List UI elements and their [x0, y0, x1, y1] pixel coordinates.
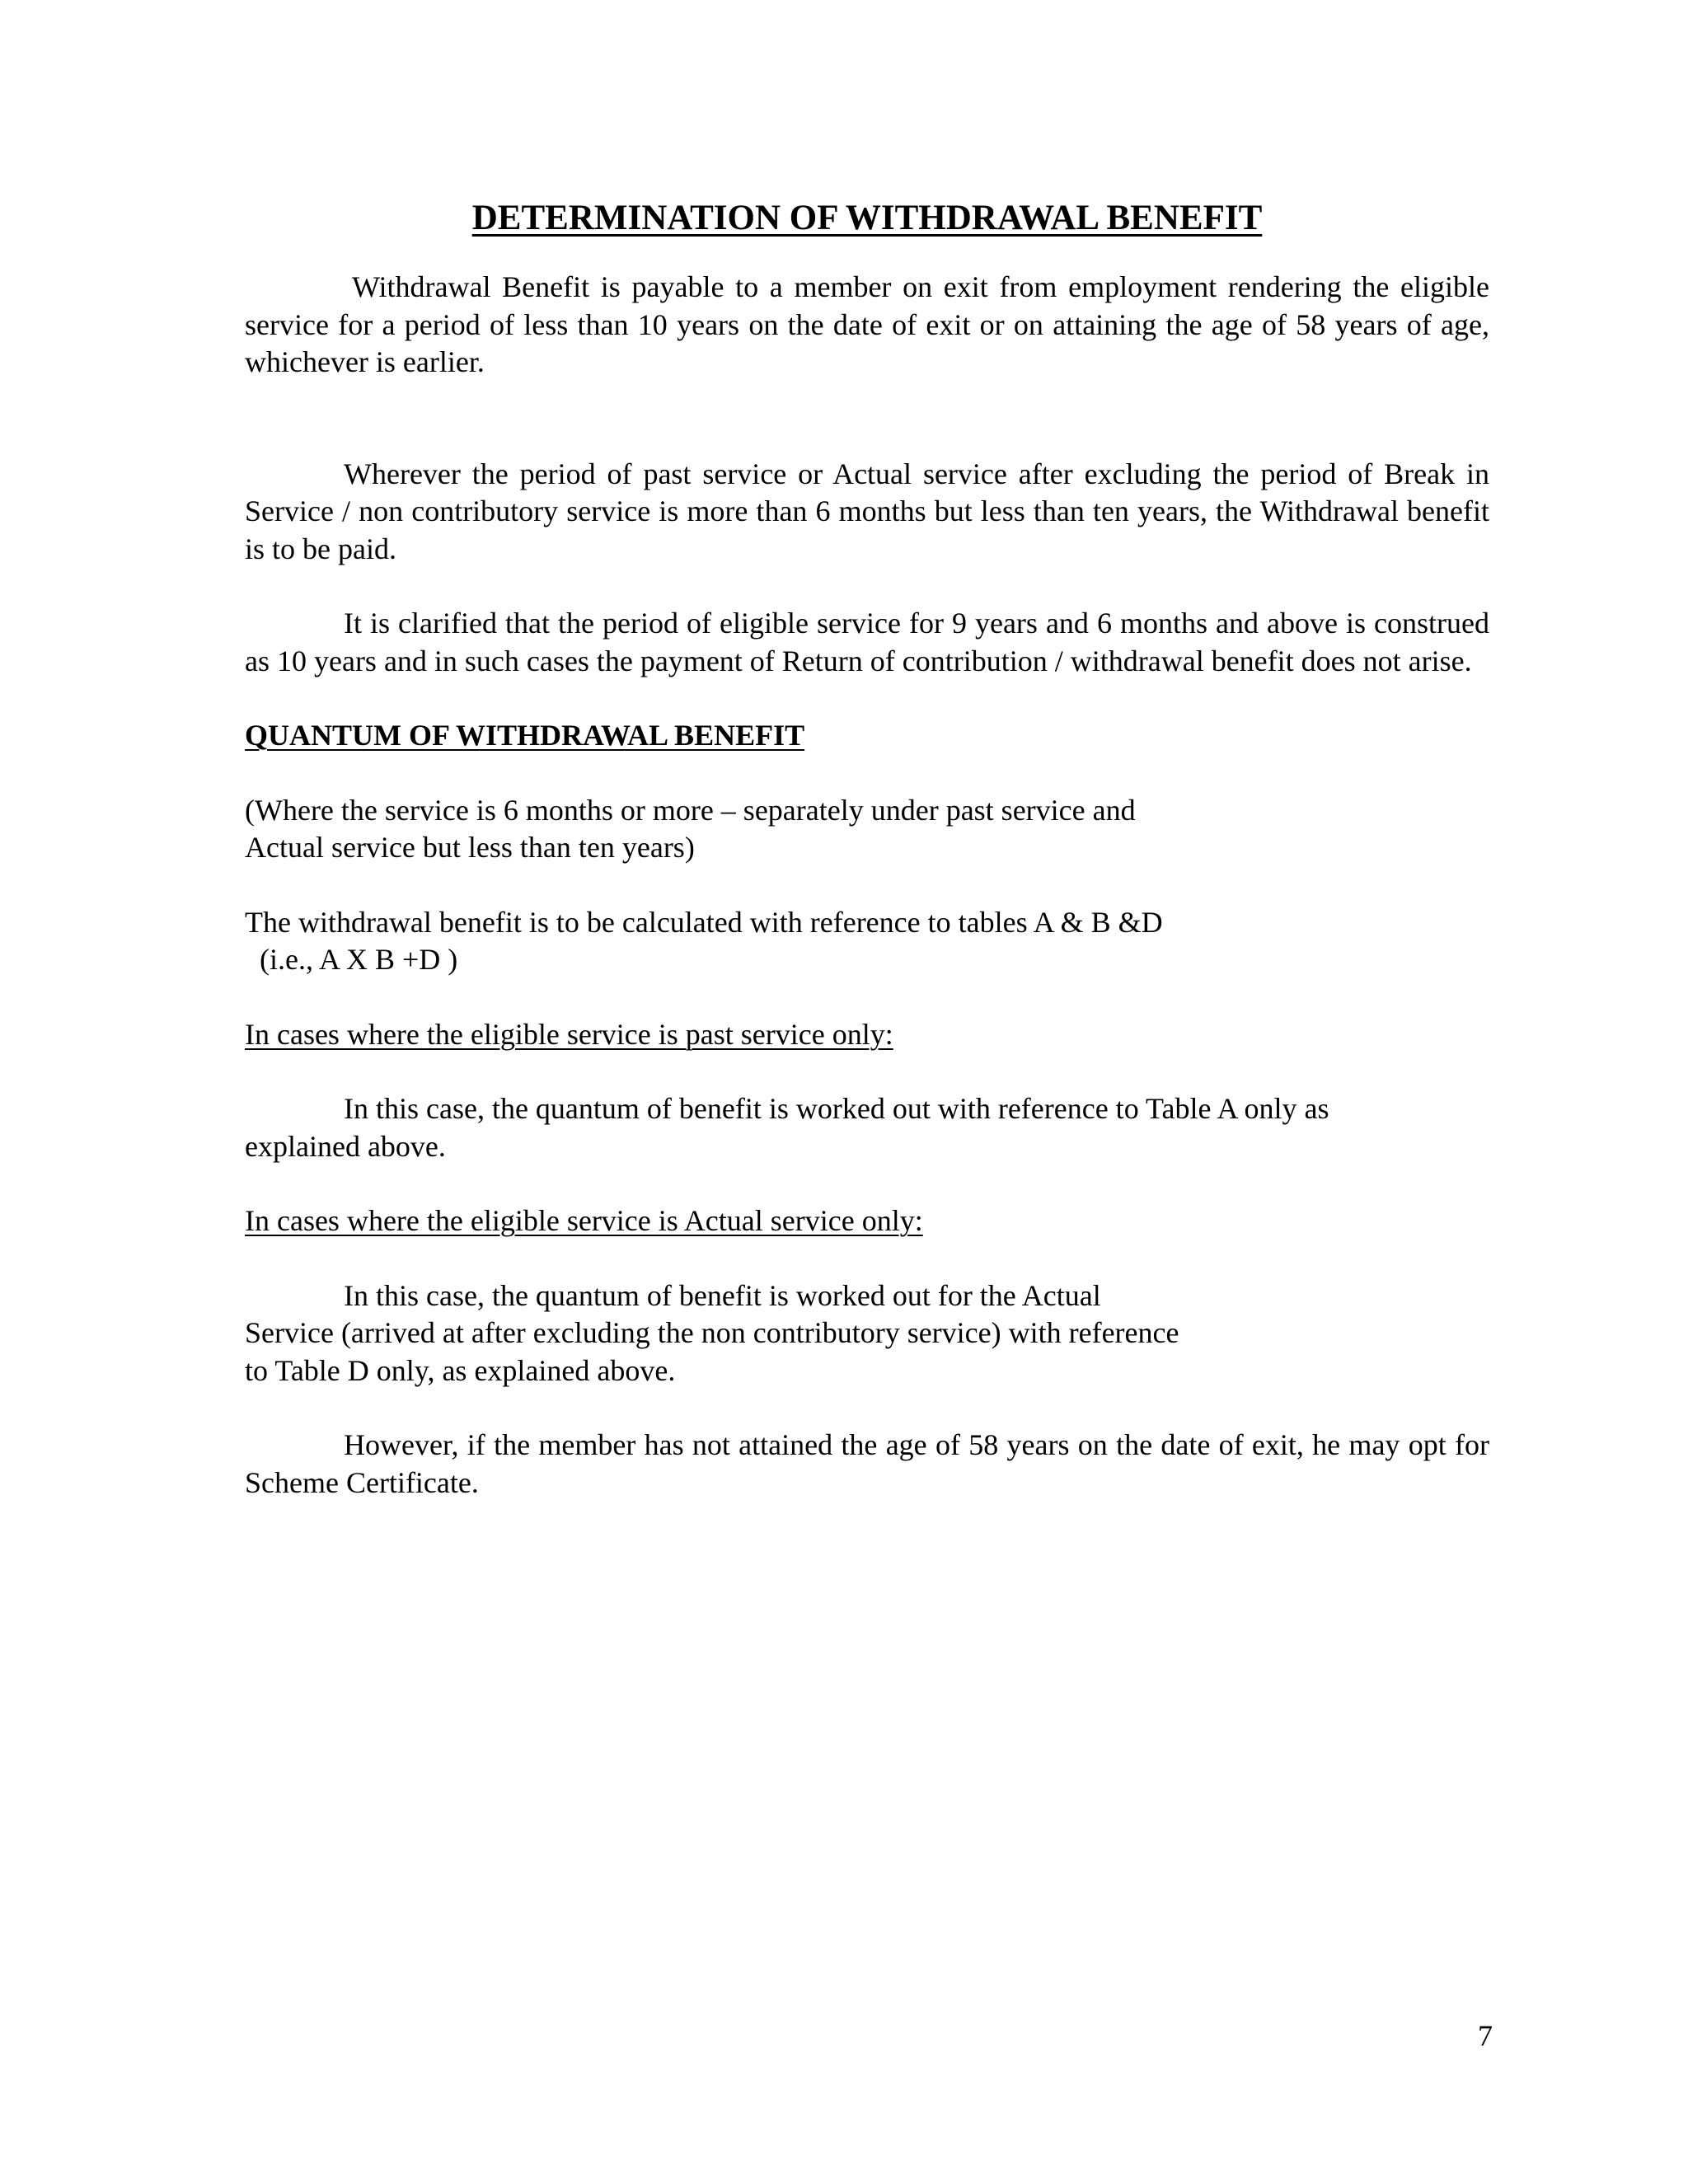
actual-service-line: to Table D only, as explained above. — [245, 1353, 676, 1387]
quantum-note-line: (Where the service is 6 months or more – separately under past service and — [245, 793, 1136, 827]
quantum-note-line: Actual service but less than ten years) — [245, 831, 695, 864]
page-title: DETERMINATION OF WITHDRAWAL BENEFIT — [471, 199, 1263, 237]
calculation-line: The withdrawal benefit is to be calculated with reference to tables A & B &D — [245, 905, 1163, 939]
paragraph-past-service — [245, 1090, 1489, 1165]
spacer — [245, 382, 1489, 456]
paragraph-scheme-certificate: However, if the member has not attained the age of 58 years on the date of exit, he may opt for Scheme Certificate. — [245, 1428, 1489, 1499]
past-service-line: In this case, the quantum of benefit is worked out with reference to Table A only as — [344, 1092, 1329, 1125]
spacer — [245, 680, 1489, 717]
paragraph-actual-service — [245, 1277, 1489, 1390]
past-service-line: explained above. — [245, 1129, 446, 1163]
quantum-note — [245, 792, 1489, 867]
spacer — [245, 1390, 1489, 1427]
calculation-formula: (i.e., A X B +D ) — [260, 943, 458, 976]
spacer — [245, 1240, 1489, 1277]
actual-service-line: Service (arrived at after excluding the non contributory service) with reference — [245, 1316, 1179, 1349]
spacer — [245, 568, 1489, 605]
section-heading-quantum: QUANTUM OF WITHDRAWAL BENEFIT — [245, 719, 805, 752]
spacer — [245, 1165, 1489, 1202]
subheading-past-service: In cases where the eligible service is past service only: — [245, 1017, 893, 1051]
subheading-actual-service: In cases where the eligible service is Actual service only: — [245, 1204, 923, 1237]
paragraph-eligibility: Withdrawal Benefit is payable to a member on exit from employment rendering the eligible service for a period of less than 10 years on the date of exit or on attaining the age of 58 years of age, whichever is earlier. — [245, 270, 1489, 378]
document-page — [245, 190, 1489, 1502]
paragraph-break-in-service: Wherever the period of past service or Actual service after excluding the period of Break in Service / non contributory service is more than 6 months but less than ten years, the Withdrawal benefit is to be paid. — [245, 457, 1489, 565]
paragraph-clarification: It is clarified that the period of eligible service for 9 years and 6 months and above is construed as 10 years and in such cases the payment of Return of contribution / withdrawal benefit does not arise. — [245, 607, 1489, 677]
actual-service-line: In this case, the quantum of benefit is worked out for the Actual — [344, 1278, 1101, 1312]
spacer — [245, 979, 1489, 1016]
page-number: 7 — [1478, 2019, 1493, 2052]
spacer — [245, 867, 1489, 904]
quantum-calculation — [245, 904, 1489, 979]
spacer — [245, 1053, 1489, 1090]
spacer — [245, 755, 1489, 792]
